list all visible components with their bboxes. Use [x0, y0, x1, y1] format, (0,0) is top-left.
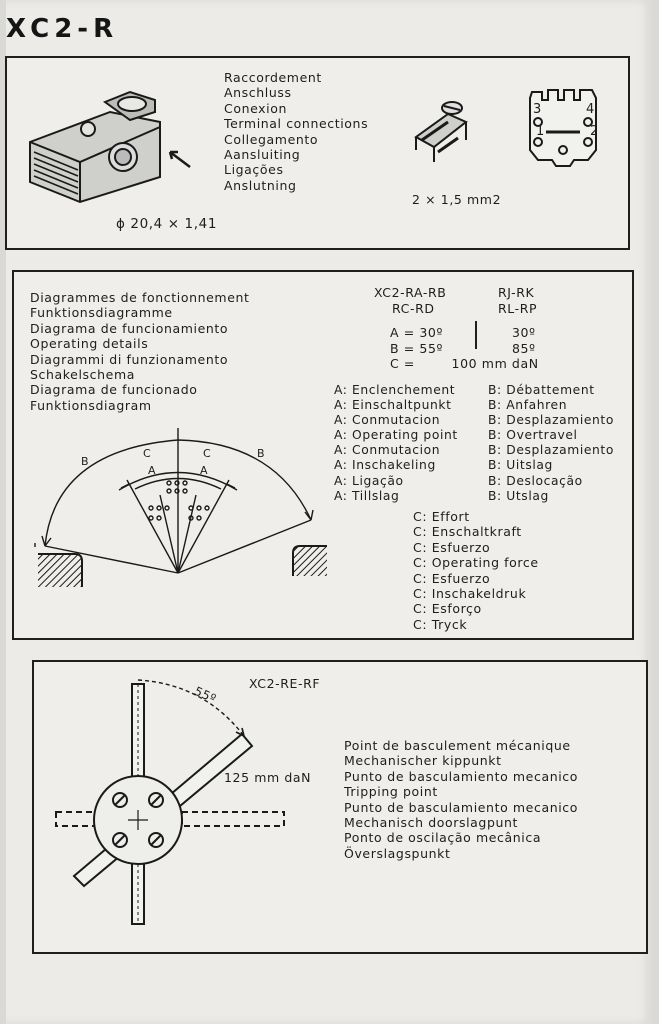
diagram-label-a-left: A: [148, 464, 157, 477]
diagram-label-c-right: C: [203, 447, 212, 460]
list-item: [334, 443, 614, 458]
a-label: A: Tillslag: [334, 488, 400, 503]
list-item: [334, 458, 614, 473]
terminal-3: 3: [533, 102, 542, 117]
list-item: C: Operating force: [413, 555, 539, 571]
label-line: Överslagspunkt: [344, 845, 451, 861]
list-item: C: Esfuerzo: [413, 570, 491, 586]
connection-labels: [224, 70, 368, 193]
label-line: Operating details: [30, 336, 149, 352]
label-line: Mechanischer kippunkt: [344, 753, 502, 769]
document-title: XC2-R: [6, 14, 119, 44]
terminal-1: 1: [536, 124, 545, 139]
b-label: B: Débattement: [488, 383, 595, 397]
operating-angle-diagram: [35, 420, 335, 590]
models-right-1: RJ-RK: [498, 285, 535, 300]
operating-details-labels: [30, 290, 250, 413]
list-item: C: Tryck: [413, 616, 468, 632]
label-line: Anschluss: [224, 85, 292, 101]
tripping-point-labels: [344, 738, 578, 861]
terminal-screw-illustration: [408, 92, 478, 172]
a-label: A: Inschakeling: [334, 458, 436, 473]
b-label: B: Uitslag: [488, 458, 553, 473]
label-line: Punto de basculamiento mecanico: [344, 799, 579, 815]
label-line: Terminal connections: [224, 116, 369, 132]
c-definitions: [413, 509, 539, 632]
diagram-label-c-left: C: [143, 447, 152, 460]
terminal-2: 2: [590, 124, 599, 139]
label-line: Punto de basculamiento mecanico: [344, 768, 579, 784]
list-item: [334, 413, 614, 428]
a-label: A: Ligação: [334, 473, 404, 488]
switch-body-illustration: [20, 82, 220, 222]
label-line: Ponto de oscilação mecânica: [344, 830, 542, 846]
diagram-label-a-right: A: [200, 464, 209, 477]
column-divider: [475, 321, 477, 349]
label-line: Conexion: [224, 100, 288, 116]
label-line: Funktionsdiagram: [30, 397, 152, 413]
list-item: C: Esforço: [413, 601, 482, 617]
angle-b-right: 85º: [512, 341, 536, 356]
label-line: Anslutning: [224, 177, 297, 193]
angle-a-left: A = 30º: [390, 325, 443, 340]
diagram-label-b-left: B: [81, 455, 90, 468]
label-line: Diagrammes de fonctionnement: [30, 290, 250, 305]
b-label: B: Overtravel: [488, 428, 578, 443]
wire-size-spec: 2 × 1,5 mm2: [412, 192, 502, 207]
label-line: Funktionsdiagramme: [30, 305, 173, 321]
list-item: [334, 474, 614, 489]
b-label: B: Desplazamiento: [488, 413, 614, 428]
label-line: Aansluiting: [224, 147, 301, 163]
force-c-value: C = 100 mm daN: [390, 356, 539, 371]
a-label: A: Einschaltpunkt: [334, 398, 452, 413]
a-label: A: Conmutacion: [334, 413, 441, 428]
list-item: C: Effort: [413, 509, 470, 524]
label-line: Diagrammi di funzionamento: [30, 351, 229, 367]
list-item: [334, 383, 614, 398]
label-line: Collegamento: [224, 131, 319, 147]
a-label: A: Conmutacion: [334, 443, 441, 458]
label-line: Mechanisch doorslagpunt: [344, 815, 519, 831]
tripping-point-diagram: [54, 674, 294, 934]
diagram-label-b-right: B: [257, 447, 266, 460]
label-line: Ligações: [224, 162, 284, 178]
label-line: Raccordement: [224, 70, 322, 85]
a-label: A: Operating point: [334, 428, 458, 443]
list-item: C: Esfuerzo: [413, 539, 491, 555]
angle-a-right: 30º: [512, 325, 536, 340]
b-label: B: Deslocação: [488, 473, 583, 488]
label-line: Tripping point: [344, 784, 438, 800]
a-label: A: Enclenchement: [334, 383, 456, 397]
label-line: Schakelschema: [30, 367, 135, 383]
models-left-1: XC2-RA-RB: [374, 285, 447, 300]
list-item: [334, 398, 614, 413]
tripping-model: XC2-RE-RF: [249, 676, 321, 691]
b-label: B: Utslag: [488, 488, 549, 503]
angle-b-left: B = 55º: [390, 341, 443, 356]
tripping-angle: 55º: [192, 683, 219, 707]
tripping-force: 125 mm daN: [224, 770, 312, 785]
diameter-spec: ϕ 20,4 × 1,41: [116, 216, 218, 232]
list-item: [334, 489, 614, 504]
label-line: Diagrama de funcionado: [30, 382, 198, 398]
list-item: C: Inschakeldruk: [413, 586, 527, 602]
list-item: C: Enschaltkraft: [413, 524, 522, 540]
b-label: B: Desplazamiento: [488, 443, 614, 458]
list-item: [334, 428, 614, 443]
label-line: Diagrama de funcionamiento: [30, 320, 229, 336]
b-label: B: Anfahren: [488, 398, 568, 413]
models-left-2: RC-RD: [392, 301, 435, 316]
ab-definitions: [334, 383, 614, 504]
terminal-4: 4: [586, 102, 595, 117]
models-right-2: RL-RP: [498, 301, 538, 316]
label-line: Point de basculement mécanique: [344, 738, 571, 753]
